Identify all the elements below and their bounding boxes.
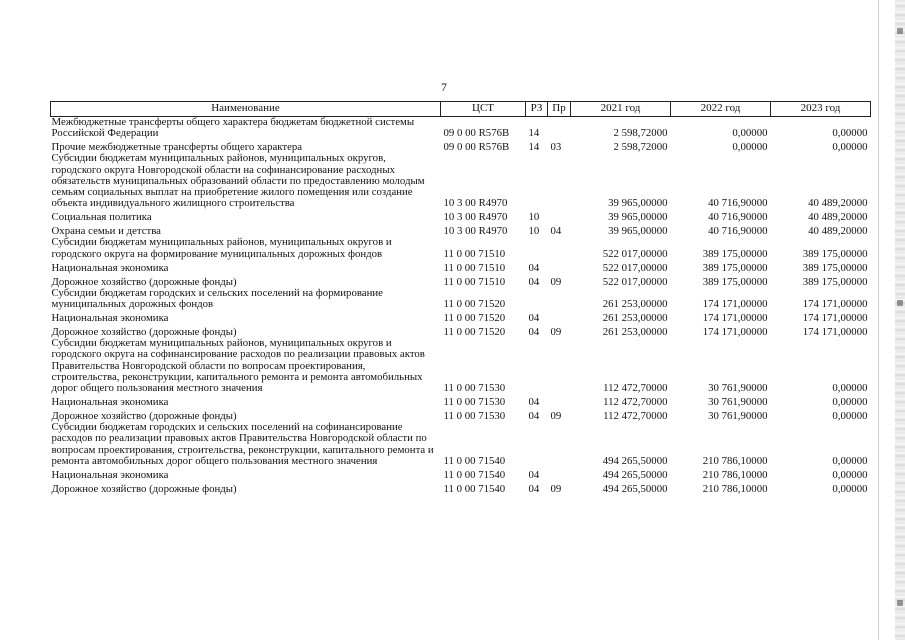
- row-name: Субсидии бюджетам городских и сельских поселений на софинансирование расходов по реализации правовых актов Правительства Новгородской области по вопросам проектирования, строительства, реконструкции, капитального ремонта и ремонта автомобильных дорог общего пользования местного значения: [51, 421, 434, 467]
- row-value-2022: 174 171,00000: [702, 298, 768, 311]
- header-name: Наименование: [51, 102, 441, 117]
- row-pr: [548, 288, 571, 310]
- row-rz: 14: [528, 127, 540, 140]
- row-value-2023: 0,00000: [832, 410, 868, 423]
- row-rz: [526, 153, 548, 209]
- row-value-2022: 30 761,90000: [708, 382, 768, 395]
- row-value-2023: 40 489,20000: [808, 197, 868, 210]
- row-rz: 14: [528, 141, 540, 154]
- row-value-2023: 389 175,00000: [802, 275, 868, 288]
- row-rz: 04: [528, 468, 540, 481]
- row-cst: 11 0 00 71520: [443, 312, 506, 325]
- row-name: Дорожное хозяйство (дорожные фонды): [51, 410, 237, 423]
- row-rz: 04: [528, 410, 540, 423]
- table-row: [51, 117, 871, 140]
- row-value-2021: 112 472,70000: [603, 396, 668, 409]
- header-2022: 2022 год: [671, 102, 771, 117]
- row-value-2023: 0,00000: [832, 141, 868, 154]
- row-value-2021: 2 598,72000: [613, 127, 668, 140]
- row-value-2023: 389 175,00000: [802, 261, 868, 274]
- budget-table: [50, 101, 871, 495]
- row-value-2021: 39 965,00000: [608, 197, 668, 210]
- table-row: [51, 223, 871, 237]
- table-row: [51, 422, 871, 467]
- row-value-2022: 210 786,10000: [702, 454, 768, 467]
- row-value-2023: 174 171,00000: [802, 326, 868, 339]
- row-name: Национальная экономика: [51, 261, 169, 274]
- row-value-2023: 0,00000: [832, 454, 868, 467]
- row-cst: 11 0 00 71540: [443, 468, 506, 481]
- row-value-2023: 0,00000: [832, 382, 868, 395]
- table-row: [51, 408, 871, 422]
- table-row: [51, 324, 871, 338]
- row-cst: 11 0 00 71510: [443, 247, 506, 260]
- row-value-2021: 522 017,00000: [602, 261, 668, 274]
- table-row: [51, 274, 871, 288]
- row-cst: 11 0 00 71530: [443, 410, 506, 423]
- row-cst: 11 0 00 71510: [443, 261, 506, 274]
- row-pr: 09: [550, 482, 562, 495]
- row-value-2022: 40 716,90000: [708, 211, 768, 224]
- row-pr: [548, 209, 571, 223]
- row-pr: [548, 310, 571, 324]
- row-cst: 10 3 00 R4970: [443, 211, 508, 224]
- table-row: [51, 237, 871, 259]
- row-value-2022: 174 171,00000: [702, 312, 768, 325]
- row-name: Национальная экономика: [51, 396, 169, 409]
- row-cst: 11 0 00 71540: [443, 454, 506, 467]
- row-cst: 11 0 00 71520: [443, 326, 506, 339]
- row-value-2023: 0,00000: [832, 468, 868, 481]
- table-row: [51, 153, 871, 209]
- row-value-2022: 389 175,00000: [702, 247, 768, 260]
- row-value-2021: 494 265,50000: [602, 454, 668, 467]
- header-pr: Пр: [548, 102, 571, 117]
- row-value-2021: 522 017,00000: [602, 275, 668, 288]
- row-cst: 10 3 00 R4970: [443, 197, 508, 210]
- header-cst: ЦСТ: [441, 102, 526, 117]
- row-pr: [548, 467, 571, 481]
- row-pr: 04: [550, 225, 562, 238]
- table-row: [51, 209, 871, 223]
- row-value-2021: 261 253,00000: [602, 298, 668, 311]
- row-value-2021: 494 265,50000: [602, 482, 668, 495]
- row-cst: 11 0 00 71520: [443, 298, 506, 311]
- row-rz: [526, 422, 548, 467]
- row-rz: 04: [528, 396, 540, 409]
- row-value-2021: 39 965,00000: [608, 225, 668, 238]
- row-rz: 04: [528, 275, 540, 288]
- table-row: [51, 467, 871, 481]
- scan-mark: [897, 28, 903, 34]
- row-value-2021: 261 253,00000: [602, 312, 668, 325]
- row-name: Межбюджетные трансферты общего характера бюджетам бюджетной системы Российской Федерации: [51, 116, 415, 140]
- row-value-2022: 210 786,10000: [702, 482, 768, 495]
- row-name: Субсидии бюджетам муниципальных районов, муниципальных округов и городского округа на формирование муниципальных дорожных фондов: [51, 236, 392, 260]
- row-pr: [548, 338, 571, 394]
- table-row: [51, 481, 871, 495]
- scan-edge-shadow: [895, 0, 905, 640]
- row-pr: [548, 422, 571, 467]
- row-pr: 09: [550, 326, 562, 339]
- row-cst: 09 0 00 R576В: [443, 127, 510, 140]
- row-value-2022: 389 175,00000: [702, 261, 768, 274]
- row-value-2023: 389 175,00000: [802, 247, 868, 260]
- scan-edge-line: [878, 0, 879, 640]
- row-value-2021: 522 017,00000: [602, 247, 668, 260]
- row-value-2022: 30 761,90000: [708, 410, 768, 423]
- row-pr: 09: [550, 410, 562, 423]
- row-value-2022: 174 171,00000: [702, 326, 768, 339]
- row-value-2023: 0,00000: [832, 396, 868, 409]
- row-rz: [526, 338, 548, 394]
- row-value-2023: 0,00000: [832, 482, 868, 495]
- header-rz: РЗ: [526, 102, 548, 117]
- row-value-2023: 0,00000: [832, 127, 868, 140]
- table-row: [51, 260, 871, 274]
- table-row: [51, 288, 871, 310]
- table-row: [51, 338, 871, 394]
- scan-mark: [897, 600, 903, 606]
- row-value-2021: 261 253,00000: [602, 326, 668, 339]
- header-2023: 2023 год: [771, 102, 871, 117]
- table-body: [51, 117, 871, 496]
- row-value-2022: 210 786,10000: [702, 468, 768, 481]
- row-pr: [548, 237, 571, 259]
- row-value-2023: 174 171,00000: [802, 298, 868, 311]
- row-value-2022: 389 175,00000: [702, 275, 768, 288]
- row-value-2021: 2 598,72000: [613, 141, 668, 154]
- header-2021: 2021 год: [571, 102, 671, 117]
- table-header-row: [51, 102, 871, 117]
- row-rz: 04: [528, 326, 540, 339]
- row-pr: [548, 394, 571, 408]
- row-value-2021: 112 472,70000: [603, 382, 668, 395]
- row-value-2023: 40 489,20000: [808, 211, 868, 224]
- row-value-2022: 40 716,90000: [708, 225, 768, 238]
- row-rz: [526, 288, 548, 310]
- page-number: 7: [441, 80, 447, 94]
- row-value-2021: 112 472,70000: [603, 410, 668, 423]
- row-value-2023: 174 171,00000: [802, 312, 868, 325]
- row-cst: 09 0 00 R576В: [443, 141, 510, 154]
- row-name: Субсидии бюджетам муниципальных районов, муниципальных округов, городского округа Новгородской области на софинансирование расходных обязательств муниципальных образований области по предоставлению молодым семьям социальных выплат на приобретение жилого помещения или создание объекта индивидуального жилищного строительства: [51, 152, 425, 210]
- row-name: Национальная экономика: [51, 468, 169, 481]
- row-rz: 04: [528, 482, 540, 495]
- row-name: Дорожное хозяйство (дорожные фонды): [51, 275, 237, 288]
- row-pr: [548, 117, 571, 140]
- row-pr: 09: [550, 275, 562, 288]
- row-rz: 04: [528, 312, 540, 325]
- row-cst: 11 0 00 71530: [443, 396, 506, 409]
- row-pr: [548, 153, 571, 209]
- table-row: [51, 139, 871, 153]
- row-cst: 11 0 00 71530: [443, 382, 506, 395]
- row-pr: 03: [550, 141, 562, 154]
- row-name: Дорожное хозяйство (дорожные фонды): [51, 326, 237, 339]
- row-value-2021: 494 265,50000: [602, 468, 668, 481]
- row-name: Социальная политика: [51, 211, 152, 224]
- row-value-2023: 40 489,20000: [808, 225, 868, 238]
- row-pr: [548, 260, 571, 274]
- scan-mark: [897, 300, 903, 306]
- row-name: Прочие межбюджетные трансферты общего характера: [51, 141, 303, 154]
- row-value-2022: 0,00000: [732, 141, 768, 154]
- row-rz: 04: [528, 261, 540, 274]
- row-value-2022: 40 716,90000: [708, 197, 768, 210]
- row-cst: 10 3 00 R4970: [443, 225, 508, 238]
- row-rz: [526, 237, 548, 259]
- row-rz: 10: [528, 211, 540, 224]
- row-rz: 10: [528, 225, 540, 238]
- row-name: Субсидии бюджетам муниципальных районов, муниципальных округов и городского округа на софинансирование расходов по реализации правовых актов Правительства Новгородской области по вопросам проектирования, строительства, реконструкции, капитального ремонта и ремонта автомобильных дорог общего пользования местного значения: [51, 337, 425, 395]
- row-cst: 11 0 00 71510: [443, 275, 506, 288]
- table-row: [51, 394, 871, 408]
- row-cst: 11 0 00 71540: [443, 482, 506, 495]
- row-name: Национальная экономика: [51, 312, 169, 325]
- table-row: [51, 310, 871, 324]
- row-name: Охрана семьи и детства: [51, 225, 161, 238]
- row-name: Дорожное хозяйство (дорожные фонды): [51, 482, 237, 495]
- row-value-2021: 39 965,00000: [608, 211, 668, 224]
- row-value-2022: 0,00000: [732, 127, 768, 140]
- row-name: Субсидии бюджетам городских и сельских поселений на формирование муниципальных дорожных фондов: [51, 286, 383, 311]
- row-value-2022: 30 761,90000: [708, 396, 768, 409]
